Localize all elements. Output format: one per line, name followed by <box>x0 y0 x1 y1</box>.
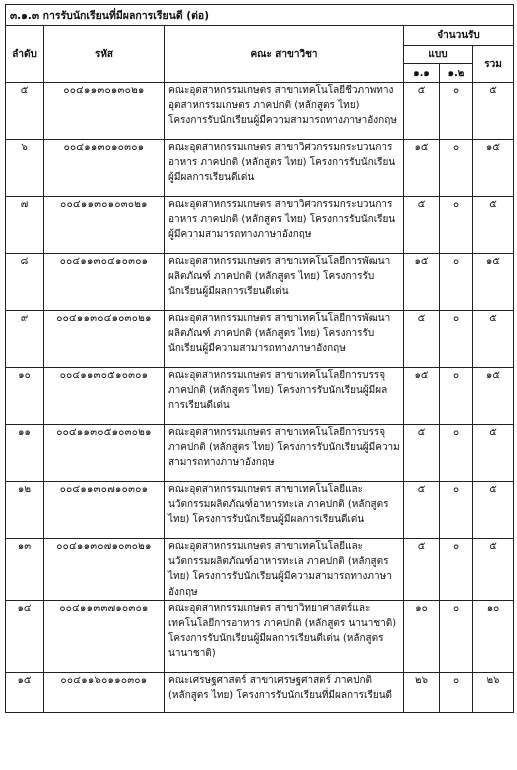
row-type-2: ๐ <box>440 140 473 197</box>
section-title: ๓.๑.๓ การรับนักเรียนที่มีผลการเรียนดี (ต่อ) <box>6 5 514 26</box>
header-total: รวม <box>473 46 514 83</box>
row-code: ๐๐๔๑๑๓๐๑๓๐๒๑ <box>44 83 165 140</box>
row-type-2: ๐ <box>440 83 473 140</box>
row-type-1: ๕ <box>404 539 440 601</box>
row-total: ๕ <box>473 83 514 140</box>
row-type-2: ๐ <box>440 600 473 672</box>
row-total: ๕ <box>473 311 514 368</box>
row-type-1: ๑๕ <box>404 254 440 311</box>
table-row <box>6 600 514 672</box>
row-faculty: คณะอุตสาหกรรมเกษตร สาขาเทคโนโลยีและนวัตกรรมผลิตภัณฑ์อาหารทะเล ภาคปกติ (หลักสูตร ไทย) โครงการรับนักเรียนผู้มีผลการเรียนดีเด่น <box>165 482 404 539</box>
row-code: ๐๐๔๑๑๓๐๗๑๐๓๐๑ <box>44 482 165 539</box>
row-code: ๐๐๔๑๑๓๐๑๐๓๐๒๑ <box>44 197 165 254</box>
row-faculty: คณะอุตสาหกรรมเกษตร สาขาเทคโนโลยีการบรรจุ ภาคปกติ (หลักสูตร ไทย) โครงการรับนักเรียนผู้มีความสามารถทางภาษาอังกฤษ <box>165 425 404 482</box>
row-faculty: คณะอุตสาหกรรมเกษตร สาขาเทคโนโลยีและนวัตกรรมผลิตภัณฑ์อาหารทะเล ภาคปกติ (หลักสูตร ไทย) โครงการรับนักเรียนผู้มีความสามารถทางภาษาอังกฤษ <box>165 539 404 601</box>
table-row <box>6 254 514 311</box>
row-total: ๕ <box>473 482 514 539</box>
row-code: ๐๐๔๑๑๓๐๕๑๐๓๐๒๑ <box>44 425 165 482</box>
header-code: รหัส <box>44 26 165 83</box>
row-number: ๖ <box>6 140 44 197</box>
header-type: แบบ <box>404 46 473 64</box>
row-faculty: คณะเศรษฐศาสตร์ สาขาเศรษฐศาสตร์ ภาคปกติ (หลักสูตร ไทย) โครงการรับนักเรียนที่มีผลการเรียนดี <box>165 672 404 712</box>
table-row <box>6 482 514 539</box>
row-total: ๕ <box>473 425 514 482</box>
row-faculty: คณะอุตสาหกรรมเกษตร สาขาเทคโนโลยีการพัฒนาผลิตภัณฑ์ ภาคปกติ (หลักสูตร ไทย) โครงการรับนักเรียนผู้มีผลการเรียนดีเด่น <box>165 254 404 311</box>
table-row <box>6 672 514 712</box>
row-code: ๐๐๔๑๑๓๐๔๑๐๓๐๒๑ <box>44 311 165 368</box>
table-body <box>6 83 514 713</box>
header-row-1 <box>6 26 514 46</box>
row-type-1: ๑๕ <box>404 140 440 197</box>
row-total: ๑๕ <box>473 140 514 197</box>
row-faculty: คณะอุตสาหกรรมเกษตร สาขาวิศวกรรมกระบวนการอาหาร ภาคปกติ (หลักสูตร ไทย) โครงการรับนักเรียนผู้มีความสามารถทางภาษาอังกฤษ <box>165 197 404 254</box>
row-number: ๑๔ <box>6 600 44 672</box>
header-faculty: คณะ สาขาวิชา <box>165 26 404 83</box>
row-faculty: คณะอุตสาหกรรมเกษตร สาขาเทคโนโลยีการพัฒนาผลิตภัณฑ์ ภาคปกติ (หลักสูตร ไทย) โครงการรับนักเรียนผู้มีความสามารถทางภาษาอังกฤษ <box>165 311 404 368</box>
row-type-2: ๐ <box>440 425 473 482</box>
row-total: ๑๕ <box>473 254 514 311</box>
row-type-2: ๐ <box>440 311 473 368</box>
table-row <box>6 539 514 601</box>
row-total: ๒๖ <box>473 672 514 712</box>
row-faculty: คณะอุตสาหกรรมเกษตร สาขาเทคโนโลยีการบรรจุ ภาคปกติ (หลักสูตร ไทย) โครงการรับนักเรียนผู้มีผลการเรียนดีเด่น <box>165 368 404 425</box>
row-number: ๕ <box>6 83 44 140</box>
row-faculty: คณะอุตสาหกรรมเกษตร สาขาวิทยาศาสตร์และเทคโนโลยีการอาหาร ภาคปกติ (หลักสูตร นานาชาติ) โครงการรับนักเรียนผู้มีผลการเรียนดีเด่น (หลักสูตรนานาชาติ) <box>165 600 404 672</box>
row-type-2: ๐ <box>440 254 473 311</box>
row-type-1: ๑๕ <box>404 368 440 425</box>
admission-table <box>5 4 514 713</box>
row-type-1: ๕ <box>404 425 440 482</box>
table-row <box>6 83 514 140</box>
header-order: ลำดับ <box>6 26 44 83</box>
row-type-2: ๐ <box>440 368 473 425</box>
row-faculty: คณะอุตสาหกรรมเกษตร สาขาวิศวกรรมกระบวนการอาหาร ภาคปกติ (หลักสูตร ไทย) โครงการรับนักเรียนผู้มีผลการเรียนดีเด่น <box>165 140 404 197</box>
row-number: ๑๕ <box>6 672 44 712</box>
row-type-1: ๕ <box>404 83 440 140</box>
row-type-2: ๐ <box>440 482 473 539</box>
row-type-1: ๑๐ <box>404 600 440 672</box>
table-row <box>6 197 514 254</box>
row-number: ๘ <box>6 254 44 311</box>
row-code: ๐๐๔๑๑๓๐๕๑๐๓๐๑ <box>44 368 165 425</box>
row-total: ๑๐ <box>473 600 514 672</box>
table-row <box>6 140 514 197</box>
row-type-1: ๕ <box>404 197 440 254</box>
row-code: ๐๐๔๑๑๓๐๗๑๐๓๐๒๑ <box>44 539 165 601</box>
row-code: ๐๐๔๑๑๓๐๔๑๐๓๐๑ <box>44 254 165 311</box>
row-total: ๕ <box>473 197 514 254</box>
row-type-2: ๐ <box>440 197 473 254</box>
row-number: ๙ <box>6 311 44 368</box>
table-row <box>6 425 514 482</box>
section-title-row <box>6 5 514 26</box>
table-row <box>6 368 514 425</box>
row-type-1: ๕ <box>404 482 440 539</box>
row-type-2: ๐ <box>440 539 473 601</box>
row-total: ๕ <box>473 539 514 601</box>
row-code: ๐๐๔๑๑๖๐๑๑๐๓๐๑ <box>44 672 165 712</box>
header-quota: จำนวนรับ <box>404 26 514 46</box>
table-row <box>6 311 514 368</box>
row-total: ๑๕ <box>473 368 514 425</box>
header-type-1: ๑.๑ <box>404 64 440 83</box>
row-number: ๑๑ <box>6 425 44 482</box>
row-code: ๐๐๔๑๑๓๓๗๑๐๓๐๑ <box>44 600 165 672</box>
row-number: ๑๓ <box>6 539 44 601</box>
row-type-1: ๕ <box>404 311 440 368</box>
row-type-1: ๒๖ <box>404 672 440 712</box>
header-type-2: ๑.๒ <box>440 64 473 83</box>
row-code: ๐๐๔๑๑๓๐๑๐๓๐๑ <box>44 140 165 197</box>
row-number: ๗ <box>6 197 44 254</box>
row-type-2: ๐ <box>440 672 473 712</box>
row-number: ๑๒ <box>6 482 44 539</box>
row-number: ๑๐ <box>6 368 44 425</box>
row-faculty: คณะอุตสาหกรรมเกษตร สาขาเทคโนโลยีชีวภาพทางอุตสาหกรรมเกษตร ภาคปกติ (หลักสูตร ไทย) โครงการรับนักเรียนผู้มีความสามารถทางภาษาอังกฤษ <box>165 83 404 140</box>
